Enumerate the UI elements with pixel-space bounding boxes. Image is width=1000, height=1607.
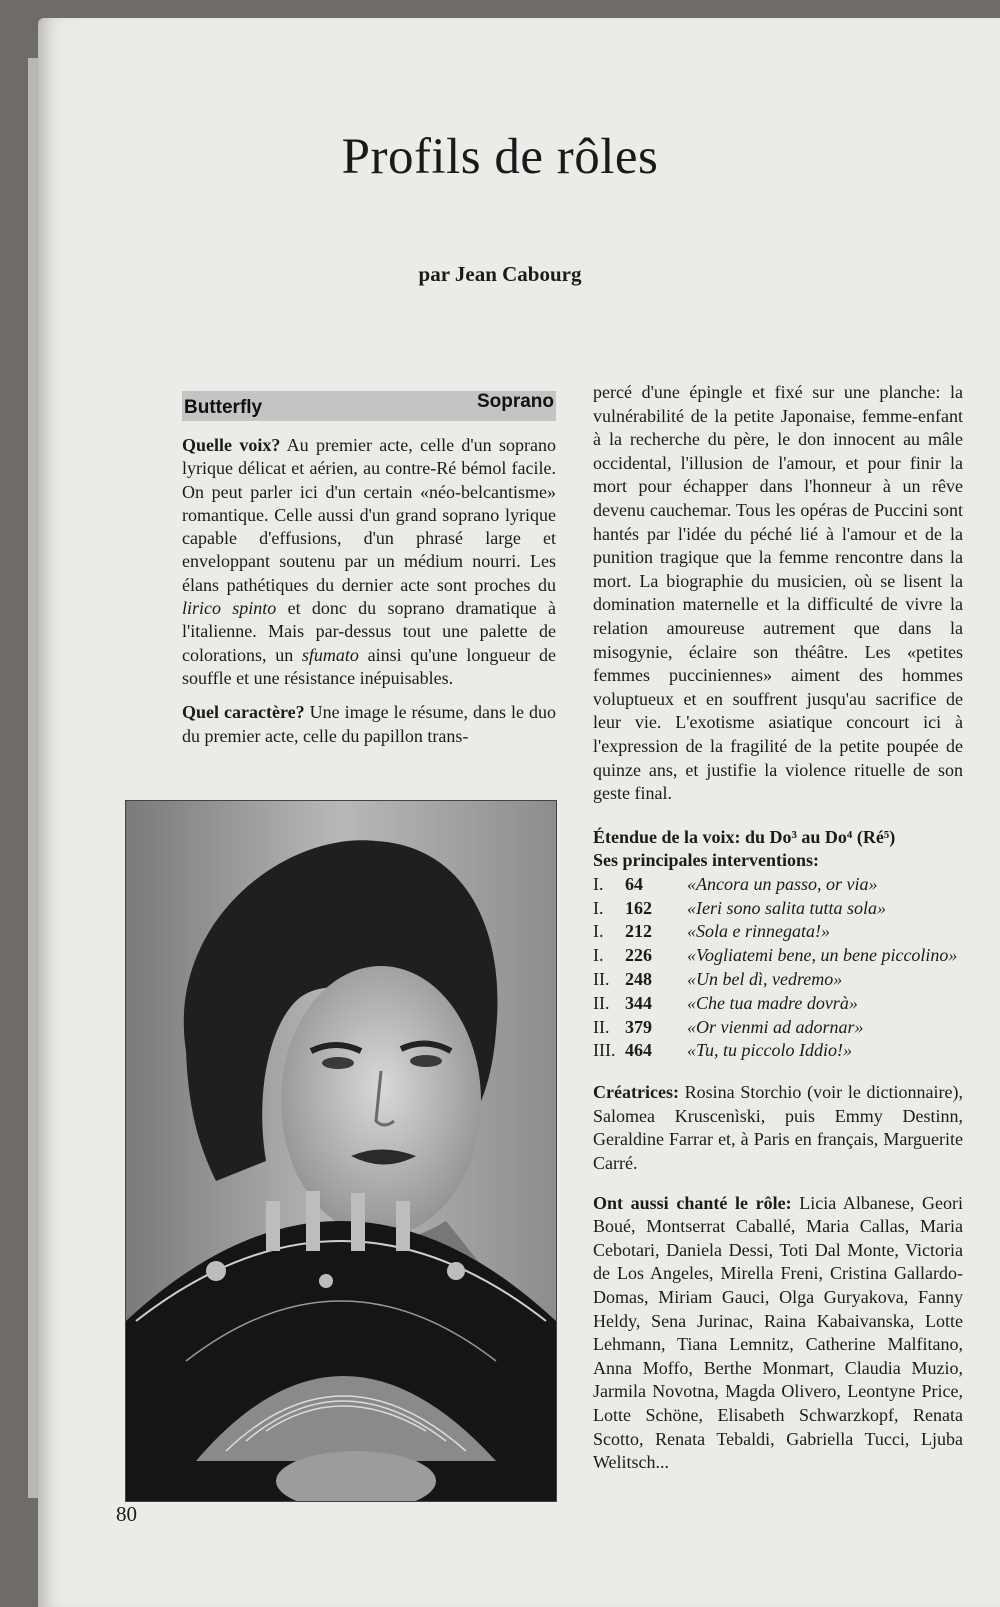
aria-title: «Vogliatemi bene, un bene piccolino» [687, 945, 958, 966]
character-continuation: percé d'une épingle et fixé sur une planche: la vulnérabilité de la petite Japonaise, femme-enfant à la recherche du père, le don innocent au mâle occidental, l'illusion de l'amour, et pour finir la mort pour échapper dans l'honneur à un rêve devenu cauchemar. Tous les opéras de Puccini sont hantés par l'idée du péché lié à l'amour et de la punition tragique que la femme rencontre dans la mort. La biographie du musicien, où se lisent la domination maternelle et la difficulté de vivre la relation amoureuse autrement que dans la misogynie, éclaire son théâtre. Les «petites femmes pucciniennes» aiment des hommes voluptueux et en souffrent jusqu'au sacrifice de leur vie. L'exotisme asiatique concourt ici à l'expression de la fragilité de la petite poupée de quinze ans, et justifie la violence rituelle de son geste final. [593, 382, 963, 804]
act: II. [593, 1016, 610, 1037]
aria-title: «Or vienmi ad adornar» [687, 1016, 864, 1037]
list-item [593, 992, 963, 1016]
act: II. [593, 969, 610, 990]
page-ref: 344 [625, 992, 652, 1013]
voice-paragraph [182, 434, 556, 690]
list-item [593, 1016, 963, 1040]
voice-range: Étendue de la voix: du Do³ au Do⁴ (Ré⁵) [593, 826, 896, 847]
role-header-bar [182, 391, 556, 421]
creators-label: Créatrices: [593, 1082, 679, 1103]
list-item [593, 897, 963, 921]
act: II. [593, 992, 610, 1013]
page-ref: 226 [625, 945, 652, 966]
character-label: Quel caractère? [182, 702, 305, 723]
interventions-list [593, 873, 963, 1063]
voice-label: Quelle voix? [182, 435, 281, 455]
creators-paragraph [593, 1081, 963, 1175]
also-sung-label: Ont aussi chanté le rôle: [593, 1192, 792, 1213]
aria-title: «Ieri sono salita tutta sola» [687, 897, 887, 918]
right-column [593, 381, 963, 1485]
portrait-photo [125, 800, 557, 1502]
creators-text: Rosina Storchio (voir le dictionnaire), Salomea Kruscenìski, puis Emmy Destinn, Geraldine Farrar et, à Paris en français, Marguerite Carré. [593, 1082, 963, 1174]
aria-title: «Un bel dì, vedremo» [687, 969, 843, 990]
interventions-label: Ses principales interventions: [593, 850, 820, 871]
left-column [182, 434, 556, 759]
also-sung-text: Licia Albanese, Geori Boué, Montserrat Caballé, Maria Callas, Maria Cebotari, Daniela Dessi, Toti Dal Monte, Victoria de Los Angeles, Mirella Freni, Cristina Gallardo-Domas, Miriam Gauci, Olga Guryakova, Fanny Heldy, Sena Jurinac, Raina Kabaivanska, Lotte Lehmann, Tiana Lemnitz, Catherine Malfitano, Anna Moffo, Berthe Monmart, Claudia Muzio, Jarmila Novotna, Magda Olivero, Leontyne Price, Lotte Schöne, Elisabeth Schwarzkopf, Renata Scotto, Renata Tebaldi, Gabriella Tucci, Ljuba Welitsch... [593, 1192, 963, 1473]
portrait-illustration [126, 801, 556, 1501]
aria-title: «Tu, tu piccolo Iddio!» [687, 1040, 852, 1061]
list-item [593, 968, 963, 992]
voice-text-2: et donc du soprano dramatique à l'italienne. Mais par-dessus tout une palette de colorations, un [182, 598, 557, 665]
list-item [593, 1039, 963, 1063]
act: I. [593, 945, 604, 966]
page-ref: 464 [625, 1040, 652, 1061]
character-paragraph [182, 701, 556, 748]
page-ref: 248 [625, 969, 652, 990]
voice-italic-1: lirico spinto [182, 598, 277, 619]
list-item [593, 873, 963, 897]
page-ref: 162 [625, 897, 652, 918]
act: I. [593, 897, 604, 918]
also-sung-paragraph [593, 1192, 963, 1475]
page-title: Profils de rôles [341, 129, 659, 185]
aria-title: «Ancora un passo, or via» [687, 873, 878, 894]
character-text: Une image le résume, dans le duo du premier acte, celle du papillon trans- [182, 702, 557, 746]
act: I. [593, 873, 604, 894]
role-name: Butterfly [184, 397, 263, 418]
page-ref: 379 [625, 1016, 652, 1037]
aria-title: «Che tua madre dovrà» [687, 992, 858, 1013]
list-item [593, 920, 963, 944]
byline: par Jean Cabourg [418, 262, 582, 286]
page-ref: 64 [625, 873, 643, 894]
act: I. [593, 921, 604, 942]
page-number: 80 [116, 1502, 137, 1526]
voice-text-3: ainsi qu'une longueur de souffle et une résistance inépuisables. [182, 644, 557, 688]
aria-title: «Sola e rinnegata!» [687, 921, 830, 942]
page-ref: 212 [625, 921, 652, 942]
list-item [593, 944, 963, 968]
voice-text-1: Au premier acte, celle d'un soprano lyrique délicat et aérien, au contre-Ré bémol facile. On peut parler ici d'un certain «néo-belcantisme» romantique. Celle aussi d'un grand soprano lyrique capable d'effusions, d'un phrasé large et enveloppant soutenu par un médium nourri. Les élans pathétiques du dernier acte sont proches du [182, 435, 556, 595]
voice-type: Soprano [476, 391, 554, 412]
voice-italic-2: sfumato [301, 644, 359, 665]
act: III. [593, 1040, 616, 1061]
